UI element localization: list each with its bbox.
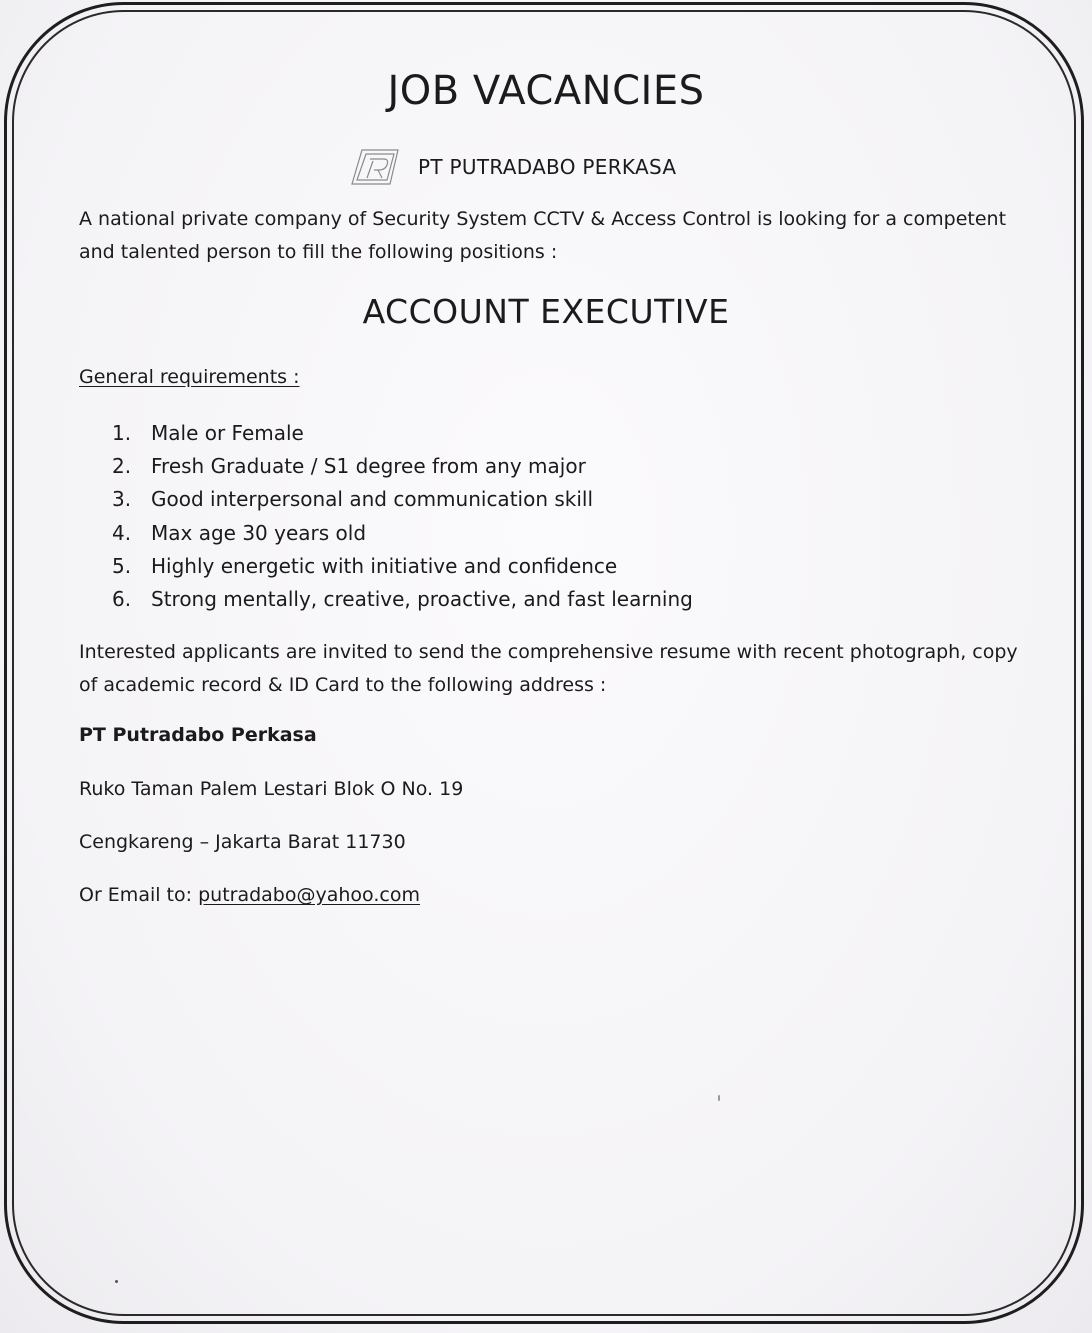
- requirements-heading: General requirements :: [79, 366, 300, 388]
- address-city: Cengkareng – Jakarta Barat 11730: [79, 831, 406, 853]
- list-item-number: 4.: [112, 520, 132, 545]
- list-item-number: 3.: [112, 487, 132, 512]
- list-item-number: 2.: [112, 454, 132, 479]
- intro-paragraph: A national private company of Security System CCTV & Access Control is looking for a competent and talented person to fill the following positions :: [79, 208, 1007, 263]
- position-title: ACCOUNT EXECUTIVE: [362, 292, 730, 331]
- scan-speck: [718, 1095, 720, 1101]
- company-header: [348, 146, 676, 188]
- list-item: [112, 483, 693, 516]
- list-item-number: 5.: [112, 553, 132, 578]
- email-label: Or Email to:: [79, 884, 193, 906]
- list-item-text: Male or Female: [151, 421, 304, 445]
- list-item: [112, 517, 693, 550]
- address-company: PT Putradabo Perkasa: [79, 724, 317, 746]
- address-street: Ruko Taman Palem Lestari Blok O No. 19: [79, 778, 464, 800]
- email-line: [79, 884, 420, 906]
- company-logo-icon: [348, 146, 404, 188]
- page-title: JOB VACANCIES: [387, 68, 705, 114]
- company-name: PT PUTRADABO PERKASA: [418, 155, 677, 179]
- email-link[interactable]: putradabo@yahoo.com: [198, 884, 420, 906]
- list-item-text: Fresh Graduate / S1 degree from any major: [151, 454, 586, 479]
- list-item-number: 1.: [112, 421, 132, 445]
- requirements-list: [112, 417, 693, 616]
- list-item: [112, 550, 693, 583]
- list-item-text: Good interpersonal and communication skill: [151, 487, 594, 512]
- list-item-number: 6.: [112, 586, 132, 611]
- list-item: [112, 417, 693, 450]
- apply-instructions: Interested applicants are invited to send the comprehensive resume with recent photograph, copy of academic record & ID Card to the following address :: [79, 641, 1018, 696]
- scan-speck: [115, 1280, 118, 1283]
- list-item-text: Max age 30 years old: [151, 520, 367, 545]
- list-item: [112, 450, 693, 483]
- list-item-text: Strong mentally, creative, proactive, and fast learning: [151, 586, 693, 611]
- list-item: [112, 583, 693, 616]
- list-item-text: Highly energetic with initiative and confidence: [151, 553, 618, 578]
